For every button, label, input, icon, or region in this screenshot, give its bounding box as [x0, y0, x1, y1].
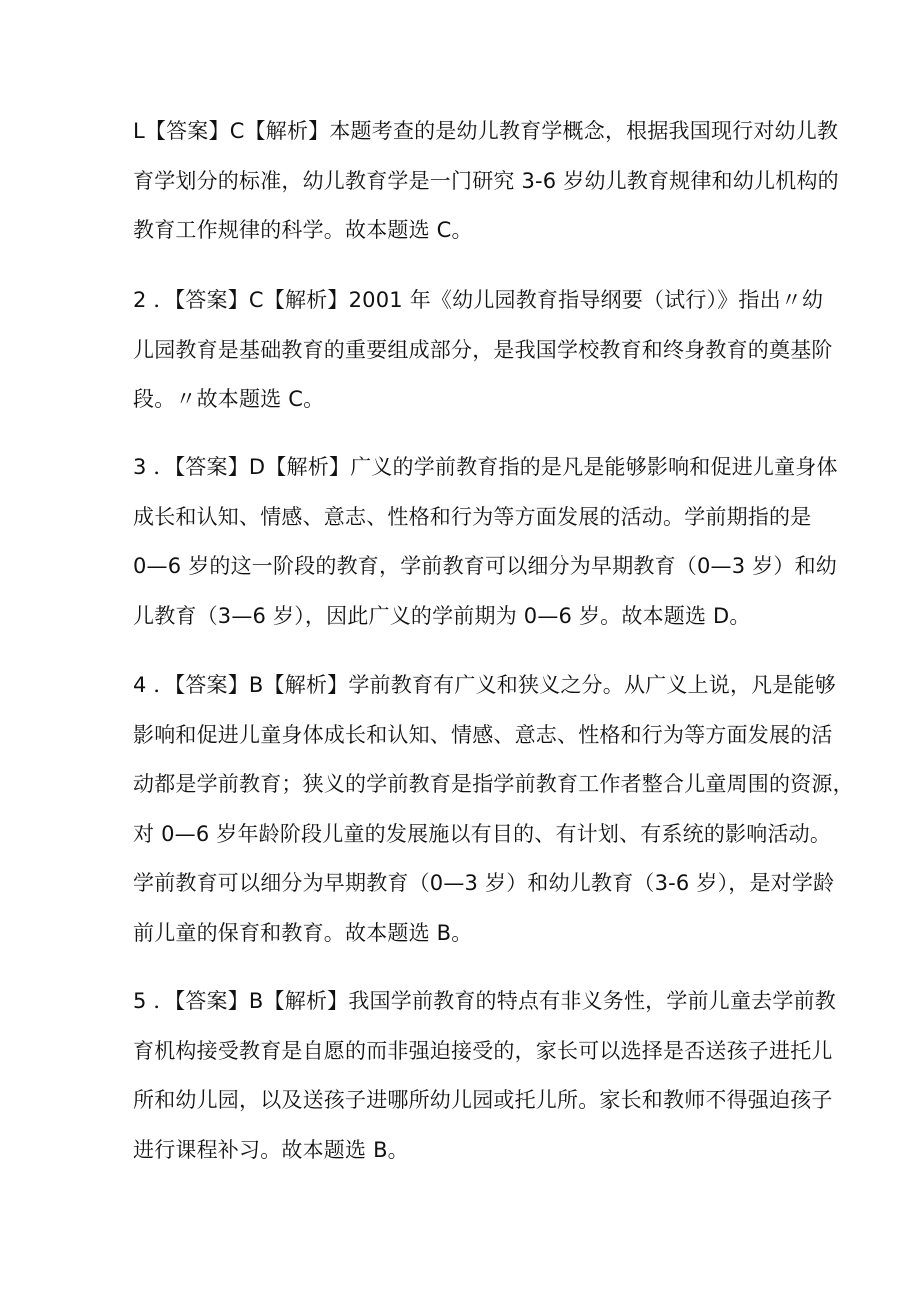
answer-line: 儿教育（3—6 岁），因此广义的学前期为 0—6 岁。故本题选 D。	[133, 603, 751, 628]
answer-line: 教育工作规律的科学。故本题选 C。	[133, 218, 473, 242]
answer-line: 儿园教育是基础教育的重要组成部分，是我国学校教育和终身教育的奠基阶	[133, 337, 833, 362]
answer-line: 动都是学前教育；狭义的学前教育是指学前教育工作者整合儿童周围的资源，	[133, 772, 854, 796]
answer-line: 进行课程补习。故本题选 B。	[133, 1137, 409, 1162]
answer-line: 所和幼儿园，以及送孩子进哪所幼儿园或托儿所。家长和教师不得强迫孩子	[133, 1088, 833, 1112]
answer-line: 学前教育可以细分为早期教育（0—3 岁）和幼儿教育（3-6 岁），是对学龄	[133, 871, 835, 895]
answer-line: 成长和认知、情感、意志、性格和行为等方面发展的活动。学前期指的是	[133, 504, 812, 529]
answer-line: 对 0—6 岁年龄阶段儿童的发展施以有目的、有计划、有系统的影响活动。	[133, 821, 832, 846]
answer-line: 5 ．【答案】B【解析】我国学前教育的特点有非义务性，学前儿童去学前教	[133, 989, 836, 1013]
answer-line: 0—6 岁的这一阶段的教育，学前教育可以细分为早期教育（0—3 岁）和幼	[133, 554, 837, 578]
answer-line: 前儿童的保育和教育。故本题选 B。	[133, 920, 473, 945]
answer-item-2	[133, 276, 833, 425]
answer-line: 育学划分的标准，幼儿教育学是一门研究 3-6 岁幼儿教育规律和幼儿机构的	[133, 168, 839, 193]
answer-item-1	[133, 107, 839, 256]
answer-line: 影响和促进儿童身体成长和认知、情感、意志、性格和行为等方面发展的活	[133, 722, 833, 747]
answer-item-3	[133, 443, 838, 641]
answer-line: 4 ．【答案】B【解析】学前教育有广义和狭义之分。从广义上说，凡是能够	[133, 673, 836, 697]
answer-item-5	[133, 977, 836, 1175]
answer-line: 2 ．【答案】C【解析】2001 年《幼儿园教育指导纲要（试行）》指出〃幼	[133, 288, 824, 312]
answer-line: 3 ．【答案】D【解析】广义的学前教育指的是凡是能够影响和促进儿童身体	[133, 455, 838, 479]
answer-item-4	[133, 661, 854, 958]
answer-line: L【答案】C【解析】本题考查的是幼儿教育学概念，根据我国现行对幼儿教	[133, 119, 839, 143]
answer-line: 育机构接受教育是自愿的而非强迫接受的，家长可以选择是否送孩子进托儿	[133, 1038, 833, 1063]
answer-line: 段。〃故本题选 C。	[133, 387, 325, 411]
